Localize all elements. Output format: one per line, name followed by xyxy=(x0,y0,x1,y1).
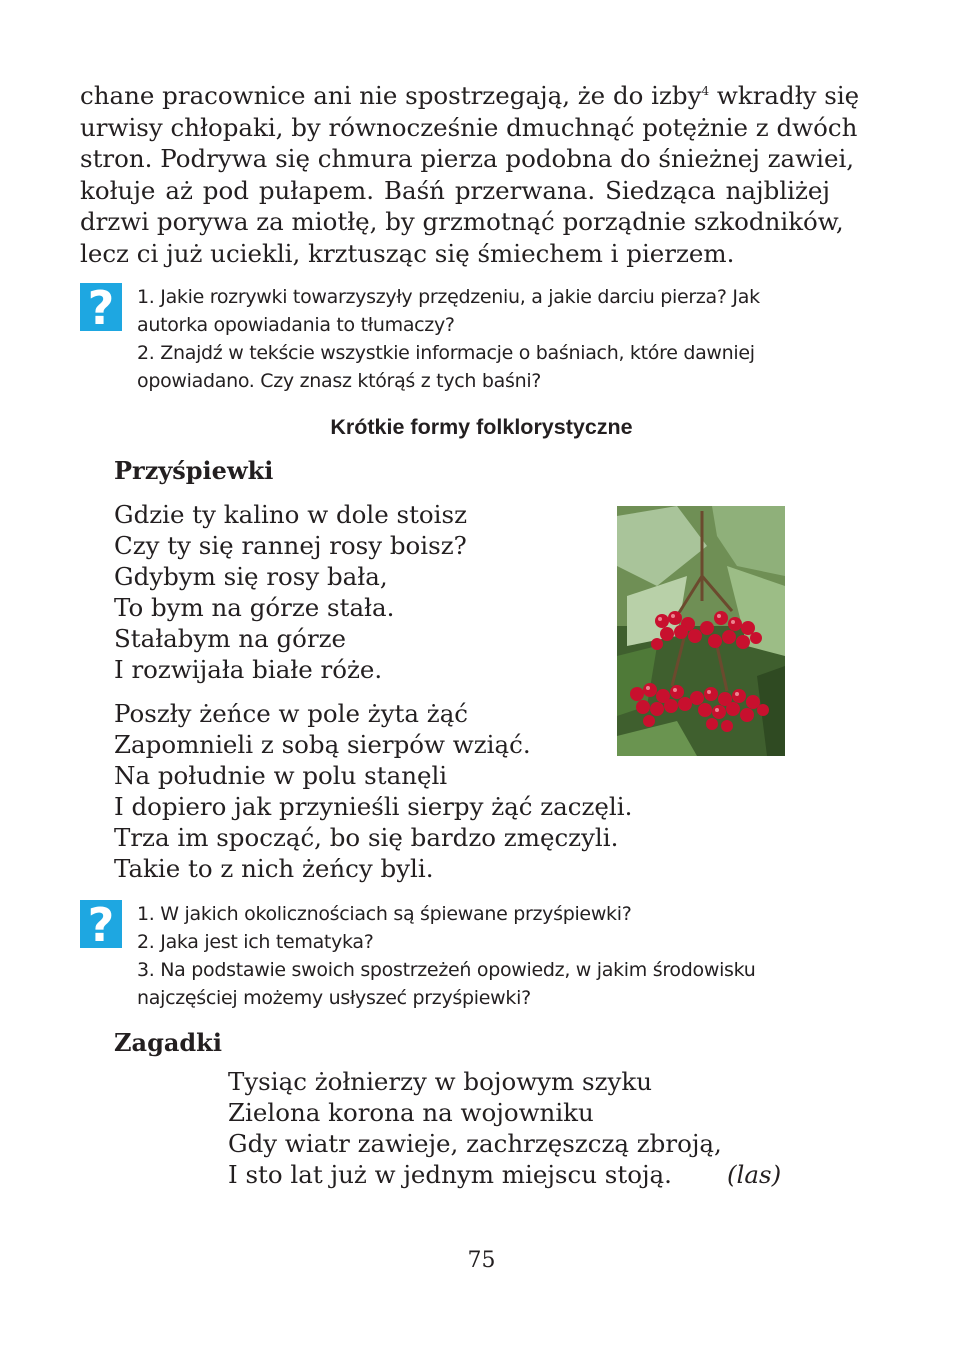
footnote-mark: 4 xyxy=(701,83,710,98)
intro-line: urwisy chłopaki, by równocześnie dmuchnąć potężnie z dwóch xyxy=(80,112,858,142)
intro-line: stron. Podrywa się chmura pierza podobna do śnieżnej zawiei, xyxy=(80,144,855,173)
section-title: Krótkie formy folklorystyczne xyxy=(330,415,633,439)
riddle-text xyxy=(228,1066,788,1190)
intro-line: drzwi porywa za miotłę, by grzmotnąć porządnie szkodników, xyxy=(80,207,844,236)
question-mark-icon: ? xyxy=(80,900,122,948)
verse-line: Zielona korona na wojowniku xyxy=(228,1098,594,1127)
heading-zagadki: Zagadki xyxy=(114,1028,222,1057)
intro-line: chane pracownice ani nie spostrzegają, że do izby$^4$ wkradły się xyxy=(80,81,860,110)
verse-line: Trza im spocząć, bo się bardzo zmęczyli. xyxy=(114,823,619,852)
verse-line: Stałabym na górze xyxy=(114,624,347,653)
question-line: opowiadano. Czy znasz którąś z tych baśni? xyxy=(137,370,542,392)
verse-line: Zapomnieli z sobą sierpów wziąć. xyxy=(114,730,531,759)
question-mark-icon: ? xyxy=(80,283,122,331)
verse-line: Gdy wiatr zawieje, zachrzęszczą zbroją, xyxy=(228,1129,722,1158)
intro-paragraph xyxy=(80,80,860,269)
verse-line: Takie to z nich żeńcy byli. xyxy=(114,854,434,883)
question-line: 2. Znajdź w tekście wszystkie informacje o baśniach, które dawniej xyxy=(137,342,755,364)
viburnum-berries-photo xyxy=(617,506,785,756)
questions-list xyxy=(137,283,837,395)
verse-line: Na południe w polu stanęli xyxy=(114,761,448,790)
verse-line: Gdybym się rosy bała, xyxy=(114,562,388,591)
verse-line: I rozwijała białe róże. xyxy=(114,655,383,684)
question-line: 1. W jakich okolicznościach są śpiewane przyśpiewki? xyxy=(137,903,632,925)
verse-line: To bym na górze stała. xyxy=(114,593,395,622)
verse-line: I dopiero jak przynieśli sierpy żąć zaczęli. xyxy=(114,792,633,821)
intro-line: lecz ci już uciekli, krztusząc się śmiechem i pierzem. xyxy=(80,238,735,268)
question-line: 1. Jakie rozrywki towarzyszyły przędzeniu, a jakie darciu pierza? Jak xyxy=(137,286,760,308)
question-line: autorka opowiadania to tłumaczy? xyxy=(137,314,455,336)
question-line: najczęściej możemy usłyszeć przyśpiewki? xyxy=(137,987,531,1009)
verse-line: I sto lat już w jednym miejscu stoją. xyxy=(228,1160,672,1189)
page-number: 75 xyxy=(467,1248,496,1273)
question-line: 2. Jaka jest ich tematyka? xyxy=(137,931,374,953)
verse-line: Tysiąc żołnierzy w bojowym szyku xyxy=(228,1067,652,1096)
heading-przyspiewki: Przyśpiewki xyxy=(114,456,274,485)
intro-line: kołuje aż pod pułapem. Baśń przerwana. Siedząca najbliżej xyxy=(80,175,830,205)
stanza-1 xyxy=(114,499,467,685)
riddle-answer: (las) xyxy=(727,1160,782,1189)
questions-list xyxy=(137,900,837,1012)
stanza-2 xyxy=(114,698,632,884)
verse-line: Gdzie ty kalino w dole stoisz xyxy=(114,500,468,529)
question-line: 3. Na podstawie swoich spostrzeżeń opowiedz, w jakim środowisku xyxy=(137,959,756,981)
verse-line: Poszły żeńce w pole żyta żąć xyxy=(114,699,469,728)
verse-line: Czy ty się rannej rosy boisz? xyxy=(114,531,467,560)
